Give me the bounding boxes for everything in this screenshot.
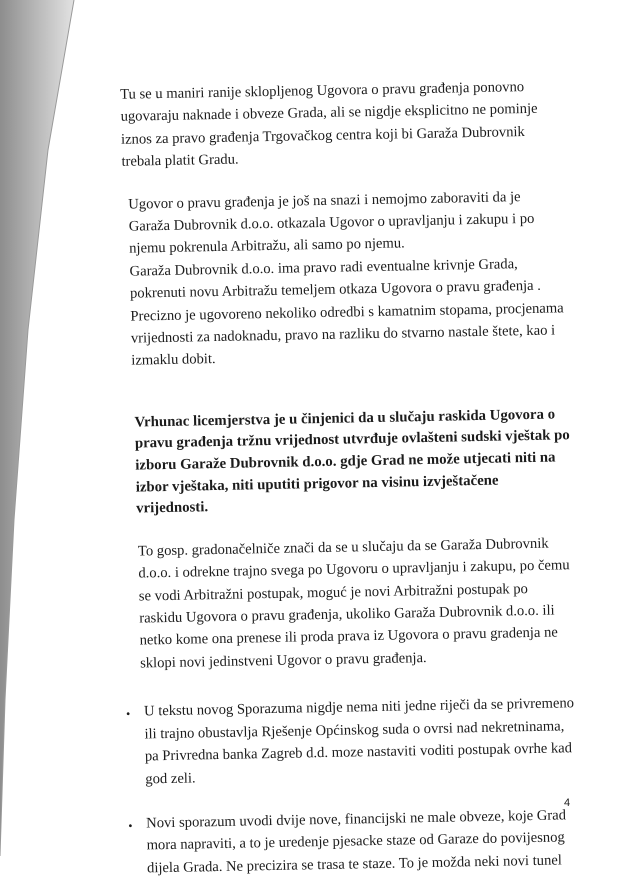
text-line: Ugovor o pravu građenja je još na snazi i nemojmo zaboraviti da je: [128, 188, 521, 213]
page-number: 4: [564, 797, 571, 809]
text-line: vrijednosti.: [136, 499, 209, 517]
text-line: pokrenuti novu Arbitražu temeljem otkaza Ugovora o pravu građenja .: [129, 278, 542, 302]
bullet-point-icon: •: [128, 818, 133, 833]
text-line: Precizno je ugovoreno nekoliko odredbi s kamatnim stopama, procjenama: [130, 299, 564, 325]
text-line: Vrhunac licemjerstva je u činjenici da u slučaju raskida Ugovora o: [134, 406, 556, 431]
paragraph-1: [120, 75, 582, 173]
paragraph-3-bold: [134, 404, 588, 521]
text-line: ugovaraju naknade i obveze Grada, ali se nigdje eksplicitno ne pominje: [120, 101, 538, 126]
text-line: netko kome ona prenese ili proda prava iz Ugovora o pravu gradenja ne: [139, 624, 558, 649]
text-line: izbor vještaka, niti uputiti prigovor na visinu izvještačene: [135, 472, 499, 496]
text-line: mora napraviti, a to je uredenje pjesacke staze od Garaze do povijesnog: [146, 829, 565, 854]
text-line: pravu građenja tržnu vrijednost utvrđuje ovlašteni sudski vještak po: [134, 427, 570, 453]
text-line: izmaklu dobit.: [131, 351, 216, 370]
text-line: ili trajno obustavlja Rješenje Općinskog suda o ovrsi nad nekretninama,: [144, 718, 565, 743]
text-line: izboru Garaže Dubrovnik d.o.o. gdje Grad ne može utjecati niti na: [135, 449, 556, 474]
bullet-point-icon: •: [125, 707, 131, 722]
text-line: trebala platit Gradu.: [121, 151, 239, 171]
paragraph-2: [128, 185, 585, 373]
paragraph-4: [138, 532, 591, 675]
text-line: sklopi novi jedinstveni Ugovor o pravu građenja.: [139, 649, 427, 672]
bullet-item-2: [128, 804, 595, 880]
document-body: [110, 75, 595, 880]
text-line: Tu se u maniri ranije sklopljenog Ugovora o pravu građenja ponovno: [120, 79, 525, 103]
text-line: njemu pokrenula Arbitražu, ali samo po njemu.: [129, 235, 405, 258]
text-line: pa Privredna banka Zagreb d.d. moze nastaviti voditi postupak ovrhe kad: [144, 740, 573, 765]
text-line: Garaža Dubrovnik d.o.o. ima pravo radi eventualne krivnje Grada,: [129, 256, 518, 280]
text-line: iznos za pravo građenja Trgovačkog centra koji bi Garaža Dubrovnik: [120, 123, 525, 148]
text-line: dijela Grada. Ne precizira se trasa te staze. To je možda neki novi tunel: [146, 852, 563, 877]
text-line: raskidu Ugovora o pravu građenja, ukoliko Garaža Dubrovnik d.o.o. ili: [139, 602, 555, 627]
text-line: Novi sporazum uvodi dvije nove, financijski ne male obveze, koje Grad: [146, 807, 567, 832]
text-line: U tekstu novog Sporazuma nigdje nema niti jedne riječi da se privremeno: [143, 695, 575, 720]
scan-shadow-edge: [0, 0, 90, 856]
text-line: Garaža Dubrovnik d.o.o. otkazala Ugovor o upravljanju i zakupu i po: [128, 210, 535, 235]
text-line: vrijednosti za nadoknadu, pravo na razliku do stvarno nastale štete, kao i: [130, 322, 556, 347]
bullet-item-1: [125, 692, 594, 790]
text-line: god zeli.: [145, 769, 196, 787]
text-line: d.o.o. i odrekne trajno svega po Ugovoru o upravljanju i zakupu, po čemu: [138, 557, 570, 582]
text-line: To gosp. gradonačelniče znači da se u slučaju da se Garaža Dubrovnik: [137, 535, 549, 560]
text-line: se vodi Arbitražni postupak, moguć je novi Arbitražni postupak po: [138, 580, 529, 605]
